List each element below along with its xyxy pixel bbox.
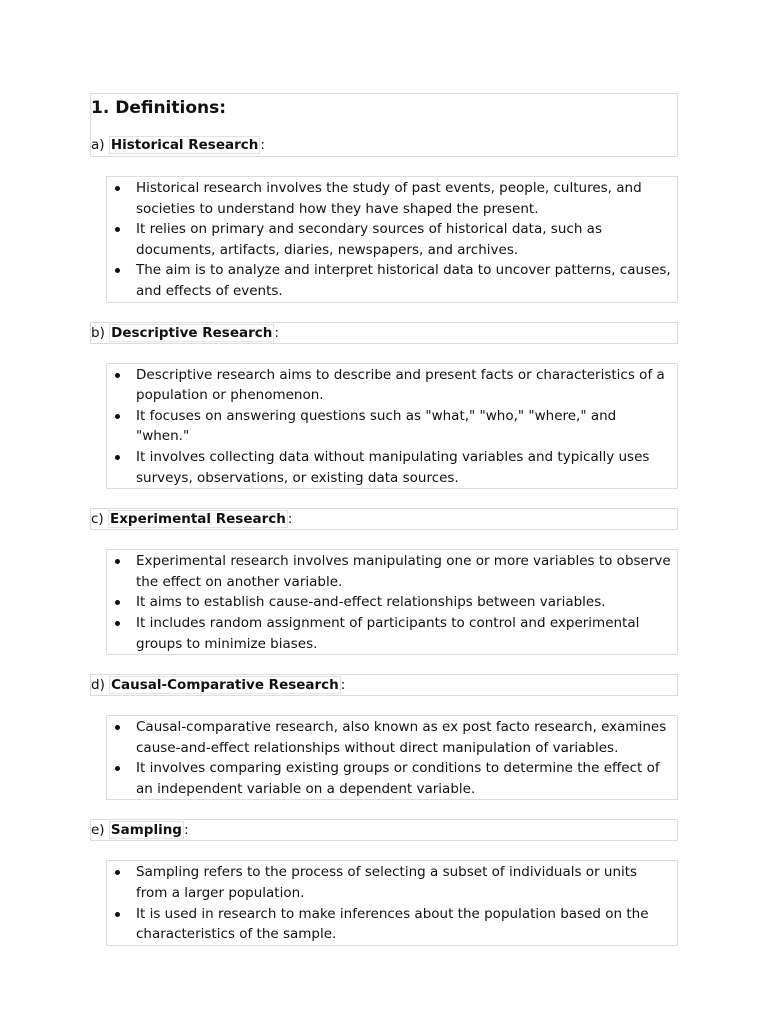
list-item: It involves comparing existing groups or conditions to determine the effect of an independent variable on a dependent variable. xyxy=(107,758,671,799)
list-item: It is used in research to make inferences about the population based on the characteristics of the sample. xyxy=(107,904,671,945)
term-line-causal-comparative xyxy=(90,674,678,696)
section-heading: 1. Definitions: xyxy=(91,98,227,118)
term-suffix: : xyxy=(260,137,265,153)
term-suffix: : xyxy=(183,822,189,839)
list-item: It focuses on answering questions such as "what," "who," "where," and "when." xyxy=(107,406,671,447)
term-suffix: : xyxy=(340,677,346,694)
term-line-experimental xyxy=(90,508,678,530)
bullet-list-causal-comparative xyxy=(106,715,678,800)
list-item: Historical research involves the study of past events, people, cultures, and societies to understand how they have shaped the present. xyxy=(107,178,671,219)
term-suffix: : xyxy=(274,324,279,341)
document-page xyxy=(90,93,678,946)
term-name-descriptive: Descriptive Research xyxy=(111,324,273,341)
list-item: Causal-comparative research, also known as ex post facto research, examines cause-and-effect relationships without direct manipulation of variables. xyxy=(107,717,671,758)
term-line-historical xyxy=(91,137,265,153)
list-item: Sampling refers to the process of selecting a subset of individuals or units from a larger population. xyxy=(107,862,671,903)
term-name-causal-comparative: Causal-Comparative Research xyxy=(111,677,339,694)
term-name-experimental: Experimental Research xyxy=(109,511,286,528)
list-item: Experimental research involves manipulating one or more variables to observe the effect on another variable. xyxy=(107,551,671,592)
bullet-list-descriptive xyxy=(106,363,678,490)
bullet-list-experimental xyxy=(106,549,678,655)
bullet-list-sampling xyxy=(106,860,678,945)
list-item: Descriptive research aims to describe and present facts or characteristics of a population or phenomenon. xyxy=(107,365,671,406)
term-name-sampling: Sampling xyxy=(110,822,182,839)
list-item: It aims to establish cause-and-effect relationships between variables. xyxy=(107,592,671,613)
term-prefix: e) xyxy=(91,822,109,839)
list-item: It relies on primary and secondary sources of historical data, such as documents, artifacts, diaries, newspapers, and archives. xyxy=(107,219,671,260)
term-prefix: b) xyxy=(91,324,110,341)
term-prefix: c) xyxy=(91,511,108,528)
term-prefix: a) xyxy=(91,137,109,153)
list-item: The aim is to analyze and interpret historical data to uncover patterns, causes, and effects of events. xyxy=(107,260,671,301)
term-line-sampling xyxy=(90,819,678,841)
term-name-historical: Historical Research xyxy=(110,137,259,153)
list-item: It involves collecting data without manipulating variables and typically uses surveys, observations, or existing data sources. xyxy=(107,447,671,488)
term-line-descriptive xyxy=(90,322,678,344)
term-prefix: d) xyxy=(91,677,110,694)
heading-block xyxy=(90,93,678,157)
bullet-list-historical xyxy=(106,176,678,303)
list-item: It includes random assignment of participants to control and experimental groups to minimize biases. xyxy=(107,613,671,654)
term-suffix: : xyxy=(287,511,293,528)
